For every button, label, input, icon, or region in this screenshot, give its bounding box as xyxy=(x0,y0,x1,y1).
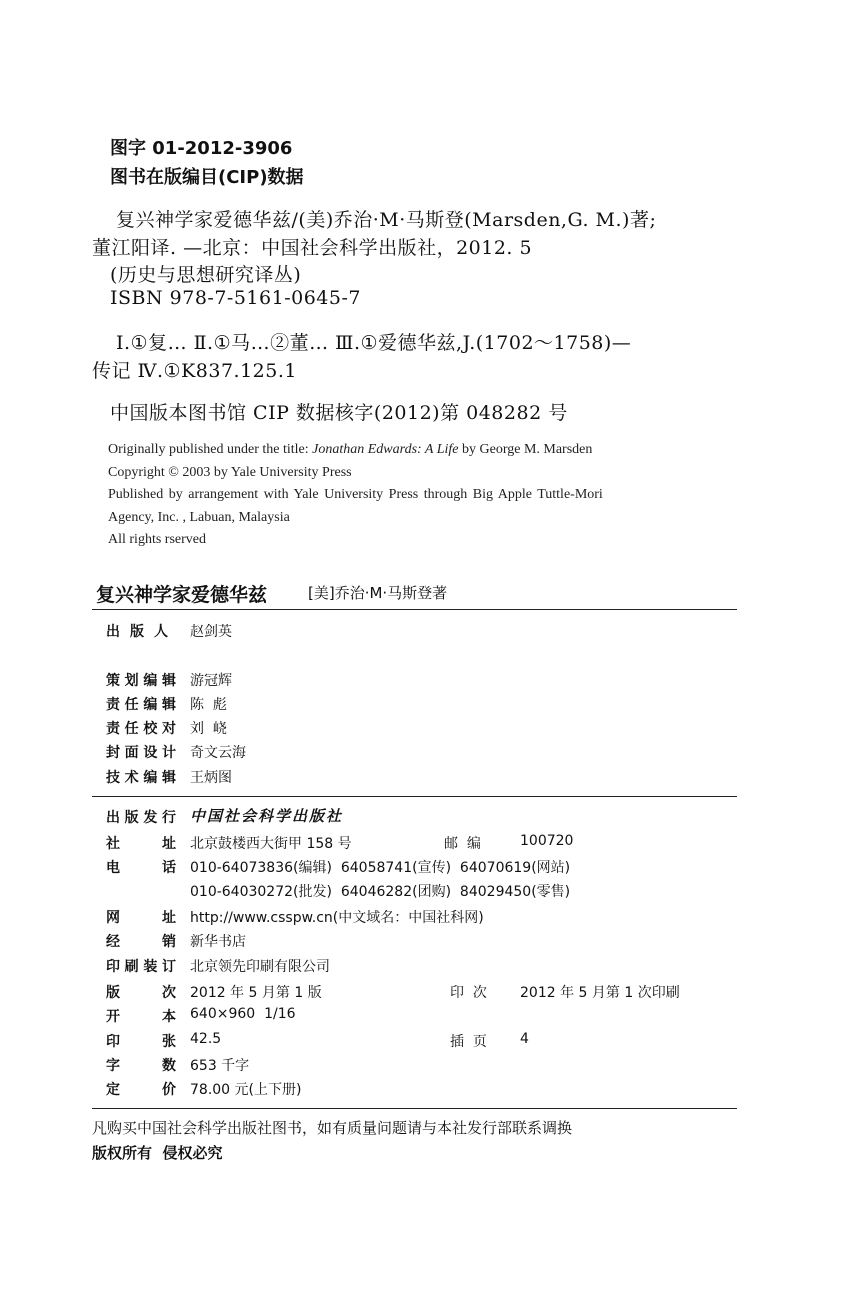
rights-reserved: 版权所有 侵权必究 xyxy=(92,1144,223,1162)
cip-line-1: 复兴神学家爱德华兹/(美)乔治·M·马斯登(Marsden,G. M.)著; xyxy=(116,209,657,231)
label-address: 社 址 xyxy=(106,836,176,852)
label-publisher-person: 出 版 人 xyxy=(106,624,168,640)
cip-approval-number: 中国版本图书馆 CIP 数据核字(2012)第 048282 号 xyxy=(110,402,568,424)
classification-line-2: 传记 Ⅳ.①K837.125.1 xyxy=(92,360,297,382)
arrangement-line: Published by arrangement with Yale University Press through Big Apple Tuttle-Mori xyxy=(108,487,603,502)
copyright-line: Copyright © 2003 by Yale University Press xyxy=(108,465,352,480)
book-author: [美]乔治·M·马斯登著 xyxy=(308,584,448,602)
label-print-run: 印 次 xyxy=(450,985,487,1001)
cip-line-3: (历史与思想研究译丛) xyxy=(110,264,302,286)
label-edition: 版 次 xyxy=(106,985,176,1001)
divider-middle xyxy=(92,796,737,797)
value-website: http://www.csspw.cn(中文域名：中国社科网) xyxy=(190,910,484,926)
value-publisher-person: 赵剑英 xyxy=(190,624,232,640)
value-responsible-editor: 陈 彪 xyxy=(190,697,227,713)
classification-line-1: Ⅰ.①复… Ⅱ.①马…②董… Ⅲ.①爱德华兹,J.(1702～1758)— xyxy=(116,332,632,354)
value-sheets: 42.5 xyxy=(190,1031,222,1047)
value-price: 78.00 元(上下册) xyxy=(190,1082,302,1098)
value-planning-editor: 游冠辉 xyxy=(190,673,232,689)
quality-notice: 凡购买中国社会科学出版社图书，如有质量问题请与本社发行部联系调换 xyxy=(92,1119,573,1137)
rights-line: All rights rserved xyxy=(108,532,206,547)
label-phone: 电 话 xyxy=(106,860,176,876)
label-seller: 经 销 xyxy=(106,934,176,950)
agency-line: Agency, Inc. , Labuan, Malaysia xyxy=(108,510,290,525)
value-address: 北京鼓楼西大街甲 158 号 xyxy=(190,836,352,852)
value-plates: 4 xyxy=(520,1031,529,1047)
label-cover-design: 封 面 设 计 xyxy=(106,745,176,761)
value-proofreader: 刘 峣 xyxy=(190,721,227,737)
label-plates: 插 页 xyxy=(450,1034,487,1050)
value-words: 653 千字 xyxy=(190,1058,250,1074)
label-tech-editor: 技 术 编 辑 xyxy=(106,770,176,786)
value-tech-editor: 王炳图 xyxy=(190,770,232,786)
value-postcode: 100720 xyxy=(520,833,574,849)
label-website: 网 址 xyxy=(106,910,176,926)
label-price: 定 价 xyxy=(106,1082,176,1098)
label-sheets: 印 张 xyxy=(106,1034,176,1050)
divider-top xyxy=(92,609,737,610)
contract-number: 图字 01-2012-3906 xyxy=(110,138,293,159)
value-phone-2: 010-64030272(批发) 64046282(团购) 84029450(零售) xyxy=(190,884,571,900)
label-printer: 印 刷 装 订 xyxy=(106,959,176,975)
label-format: 开 本 xyxy=(106,1009,176,1025)
divider-bottom xyxy=(92,1108,737,1109)
label-planning-editor: 策 划 编 辑 xyxy=(106,673,176,689)
value-phone-1: 010-64073836(编辑) 64058741(宣传) 64070619(网站) xyxy=(190,860,571,876)
cip-line-2: 董江阳译. —北京：中国社会科学出版社，2012. 5 xyxy=(92,237,533,259)
isbn: ISBN 978-7-5161-0645-7 xyxy=(110,287,361,309)
book-title: 复兴神学家爱德华兹 xyxy=(96,584,268,606)
original-title-note: Originally published under the title: Jonathan Edwards: A Life by George M. Marsden xyxy=(108,442,593,457)
publisher-logo-text: 中国社会科学出版社 xyxy=(190,807,344,825)
value-format: 640×960 1/16 xyxy=(190,1006,296,1022)
value-seller: 新华书店 xyxy=(190,934,246,950)
value-cover-design: 奇文云海 xyxy=(190,745,246,761)
value-edition: 2012 年 5 月第 1 版 xyxy=(190,985,322,1001)
value-print-run: 2012 年 5 月第 1 次印刷 xyxy=(520,985,680,1001)
label-words: 字 数 xyxy=(106,1058,176,1074)
label-proofreader: 责 任 校 对 xyxy=(106,721,176,737)
label-distributor: 出 版 发 行 xyxy=(106,810,176,826)
cip-heading: 图书在版编目(CIP)数据 xyxy=(110,167,304,188)
value-printer: 北京领先印刷有限公司 xyxy=(190,959,330,975)
label-responsible-editor: 责 任 编 辑 xyxy=(106,697,176,713)
label-postcode: 邮 编 xyxy=(444,836,481,852)
